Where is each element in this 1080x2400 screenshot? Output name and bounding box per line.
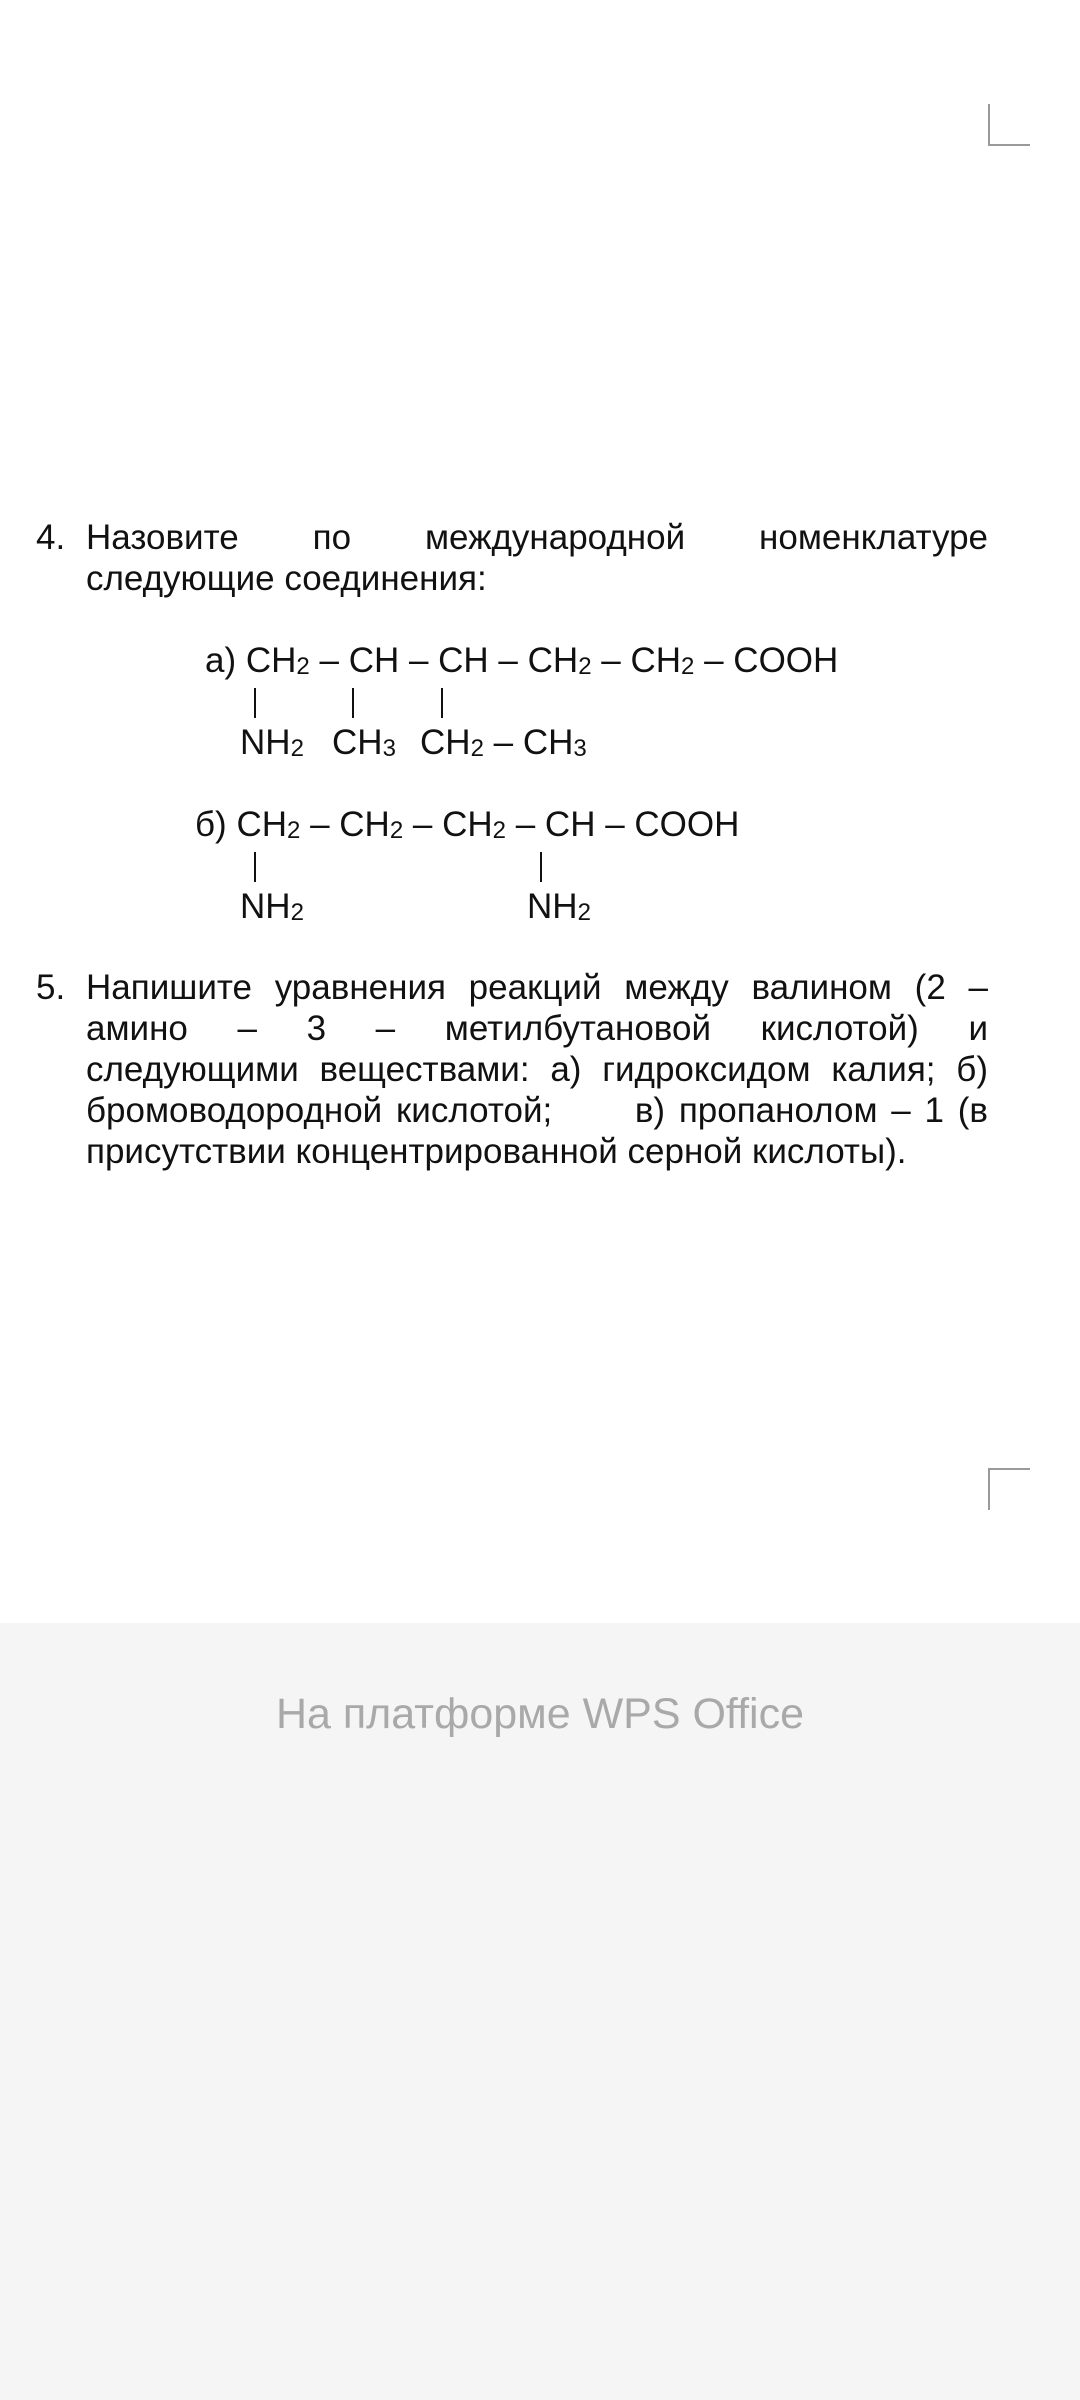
formula-a-subscript: 2 bbox=[681, 653, 695, 680]
formula-b-label: б) bbox=[195, 805, 227, 844]
page-corner-mark-top bbox=[988, 104, 1030, 146]
formula-a-substituent-ethyl bbox=[420, 722, 587, 763]
formula-a-part: CH bbox=[245, 641, 297, 680]
question-5-line-2: амино – 3 – метилбутановой кислотой) и bbox=[86, 1009, 988, 1048]
formula-b-sub-subscript: 2 bbox=[577, 899, 591, 926]
question-4-line-1: Назовите по международной номенклатуре bbox=[86, 518, 988, 557]
formula-b-sub-part: NH bbox=[527, 887, 578, 926]
formula-b-part: – CH bbox=[403, 805, 493, 844]
question-4-number: 4. bbox=[36, 518, 66, 557]
question-5-line-3: следующими веществами: а) гидроксидом калия; б) bbox=[86, 1050, 988, 1089]
question-4-text bbox=[86, 517, 988, 599]
formula-b-part: – CH bbox=[300, 805, 390, 844]
formula-b-subscript: 2 bbox=[492, 817, 507, 844]
wps-footer-text: На платформе WPS Office bbox=[275, 1690, 804, 1738]
question-4-line-2: следующие соединения: bbox=[86, 559, 487, 598]
question-5-line-5: присутствии концентрированной серной кислоты). bbox=[86, 1132, 907, 1171]
formula-a-sub-subscript: 3 bbox=[382, 735, 396, 762]
question-5-line-1: Напишите уравнения реакций между валином (2 – bbox=[86, 968, 988, 1007]
formula-a-bond-3 bbox=[441, 688, 443, 718]
formula-a-subscript: 2 bbox=[578, 653, 592, 680]
formula-a-sub-subscript: 2 bbox=[470, 735, 484, 762]
formula-a-substituent-nh2 bbox=[240, 722, 304, 763]
formula-a-sub-subscript: 3 bbox=[573, 735, 587, 762]
formula-b-substituent-nh2-left bbox=[240, 886, 304, 927]
question-5-text bbox=[86, 967, 988, 1172]
formula-b-main-chain bbox=[195, 804, 739, 845]
formula-a-sub-part: CH bbox=[332, 723, 383, 762]
formula-b-bond-2 bbox=[540, 852, 542, 882]
formula-b-sub-subscript: 2 bbox=[290, 899, 304, 926]
formula-a-label: а) bbox=[205, 641, 237, 680]
formula-a-sub-part: CH bbox=[420, 723, 471, 762]
formula-a-bond-2 bbox=[352, 688, 354, 718]
formula-b-subscript: 2 bbox=[389, 817, 404, 844]
formula-a-sub-subscript: 2 bbox=[290, 735, 304, 762]
formula-a-substituent-ch3 bbox=[332, 722, 396, 763]
formula-a-part: – COOH bbox=[694, 641, 839, 680]
formula-b-sub-part: NH bbox=[240, 887, 291, 926]
formula-a-part: – CH – CH – CH bbox=[309, 641, 579, 680]
formula-a-part: – CH bbox=[591, 641, 682, 680]
formula-a-sub-part: NH bbox=[240, 723, 291, 762]
formula-b-subscript: 2 bbox=[287, 817, 301, 844]
formula-b-substituent-nh2-right bbox=[527, 886, 591, 927]
formula-b-bond-1 bbox=[254, 852, 256, 882]
question-5-line-4: бромоводородной кислотой; в) пропанолом – 1 (в bbox=[86, 1091, 988, 1130]
formula-a-subscript: 2 bbox=[296, 653, 310, 680]
formula-b-part: CH bbox=[236, 805, 287, 844]
formula-a-bond-1 bbox=[254, 688, 256, 718]
formula-a-main-chain bbox=[205, 640, 838, 681]
formula-a-sub-part: – CH bbox=[483, 723, 574, 762]
formula-b-part: – CH – COOH bbox=[506, 805, 740, 844]
question-5-number: 5. bbox=[36, 968, 66, 1007]
page-corner-mark-bottom bbox=[988, 1468, 1030, 1510]
